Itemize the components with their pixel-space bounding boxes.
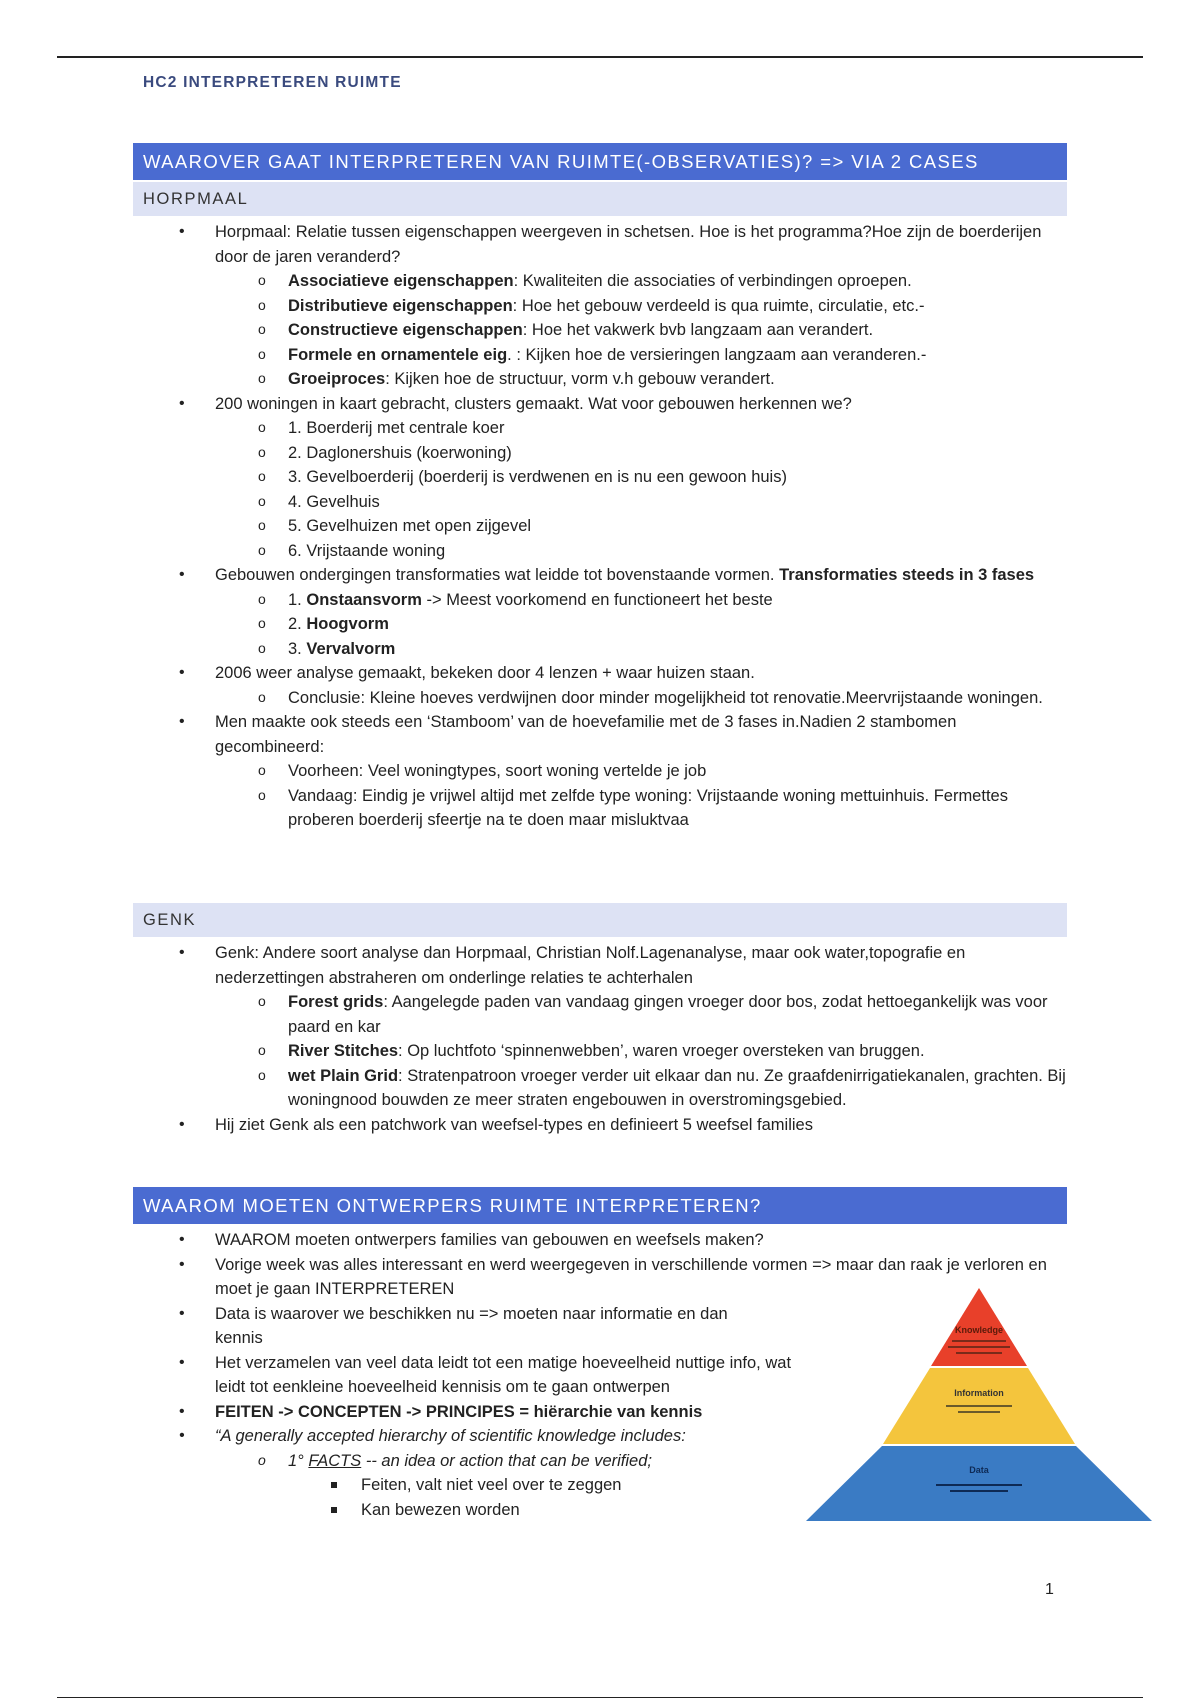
list-item: o Formele en ornamentele eig. : Kijken hoe de versieringen langzaam aan veranderen.- bbox=[215, 343, 1067, 368]
data-layer bbox=[806, 1446, 1152, 1521]
list-item: • “A generally accepted hierarchy of scientific knowledge includes: o 1° FACTS -- an idea or action that can be verified; Feiten, valt niet veel over te zeggen Kan bewezen worden bbox=[133, 1424, 1067, 1522]
data-caption-line bbox=[950, 1490, 1008, 1492]
list-item: • Data is waarover we beschikken nu => moeten naar informatie en dan kennis bbox=[133, 1302, 763, 1351]
information-caption-line bbox=[958, 1411, 1000, 1413]
list-item: • Men maakte ook steeds een ‘Stamboom’ van de hoevefamilie met de 3 fases in.Nadien 2 stambomen gecombineerd: o Voorheen: Veel woningtypes, soort woning vertelde je job o Vandaag: Eindig je vrijwel altijd met zelfde type woning: Vrijstaande woning mettuinhuis. Fermettes proberen boerderij sfeertje na te doen maar misluktvaa bbox=[133, 710, 1067, 833]
fases-list bbox=[215, 588, 1067, 662]
list-item: o 3. Vervalvorm bbox=[215, 637, 1067, 662]
subsection-heading-horpmaal: HORPMAAL bbox=[133, 182, 1067, 216]
list-item: o 3. Gevelboerderij (boerderij is verdwenen en is nu een gewoon huis) bbox=[215, 465, 1067, 490]
list-item: • 200 woningen in kaart gebracht, clusters gemaakt. Wat voor gebouwen herkennen we? o 1. Boerderij met centrale koer o 2. Daglonershuis (koerwoning) o 3. Gevelboerderij (boerderij is verdwenen en is nu een gewoon huis) o 4. Gevelhuis o 5. Gevelhuizen met open zijgevel o 6. Vrijstaande woning bbox=[133, 392, 1067, 564]
horpmaal-bullets bbox=[133, 220, 1067, 833]
list-item: • Hij ziet Genk als een patchwork van weefsel-types en definieert 5 weefsel families bbox=[133, 1113, 1067, 1138]
list-item: Feiten, valt niet veel over te zeggen bbox=[288, 1473, 1067, 1498]
list-item: o Distributieve eigenschappen: Hoe het gebouw verdeeld is qua ruimte, circulatie, etc.- bbox=[215, 294, 1067, 319]
list-item: • Het verzamelen van veel data leidt tot een matige hoeveelheid nuttige info, wat leidt tot eenkleine hoeveelheid kennisis om te gaan ontwerpen bbox=[133, 1351, 793, 1400]
document-title: HC2 INTERPRETEREN RUIMTE bbox=[143, 74, 402, 91]
eigenschappen-list bbox=[215, 269, 1067, 392]
list-item: o 1° FACTS -- an idea or action that can be verified; Feiten, valt niet veel over te zeggen Kan bewezen worden bbox=[215, 1449, 1067, 1523]
list-item: Kan bewezen worden bbox=[288, 1498, 1067, 1523]
header-rule bbox=[57, 56, 1143, 58]
list-item: o 5. Gevelhuizen met open zijgevel bbox=[215, 514, 1067, 539]
list-item: • Horpmaal: Relatie tussen eigenschappen weergeven in schetsen. Hoe is het programma?Hoe zijn de boerderijen door de jaren veranderd? o Associatieve eigenschappen: Kwaliteiten die associaties of verbindingen oproepen. o Distributieve eigenschappen: Hoe het gebouw verdeeld is qua ruimte, circulatie, etc.- o Constructieve eigenschappen: Hoe het vakwerk bvb langzaam aan verandert. o Formele en ornamentele eig. : Kijken hoe de versieringen langzaam aan veranderen.- o Groeiproces: Kijken hoe de structuur, vorm v.h gebouw verandert. bbox=[133, 220, 1067, 392]
footer-rule bbox=[57, 1697, 1143, 1698]
information-label: Information bbox=[954, 1388, 1004, 1398]
data-caption-line bbox=[936, 1484, 1022, 1486]
genk-grids-list bbox=[215, 990, 1067, 1113]
list-item: • 2006 weer analyse gemaakt, bekeken door 4 lenzen + waar huizen staan. o Conclusie: Kleine hoeves verdwijnen door minder mogelijkheid tot renovatie.Meervrijstaande woningen. bbox=[133, 661, 1067, 710]
woningtypes-list bbox=[215, 416, 1067, 563]
knowledge-label: Knowledge bbox=[954, 1325, 1004, 1335]
list-item: o 2. Daglonershuis (koerwoning) bbox=[215, 441, 1067, 466]
genk-content bbox=[133, 941, 1067, 1137]
list-item: o Vandaag: Eindig je vrijwel altijd met zelfde type woning: Vrijstaande woning mettuinhuis. Fermettes proberen boerderij sfeertje na te doen maar misluktvaa bbox=[215, 784, 1067, 833]
list-item: o Forest grids: Aangelegde paden van vandaag gingen vroeger door bos, zodat hettoegankelijk was voor paard en kar bbox=[215, 990, 1067, 1039]
list-item: o Conclusie: Kleine hoeves verdwijnen door minder mogelijkheid tot renovatie.Meervrijstaande woningen. bbox=[215, 686, 1067, 711]
page-number: 1 bbox=[1045, 1581, 1054, 1598]
knowledge-caption-line bbox=[948, 1346, 1010, 1348]
list-item: • FEITEN -> CONCEPTEN -> PRINCIPES = hiërarchie van kennis bbox=[133, 1400, 1067, 1425]
horpmaal-content bbox=[133, 220, 1067, 833]
list-item: o Voorheen: Veel woningtypes, soort woning vertelde je job bbox=[215, 759, 1067, 784]
list-item: o 6. Vrijstaande woning bbox=[215, 539, 1067, 564]
list-item: • Gebouwen ondergingen transformaties wat leidde tot bovenstaande vormen. Transformaties steeds in 3 fases o 1. Onstaansvorm -> Meest voorkomend en functioneert het beste o 2. Hoogvorm o 3. Vervalvorm bbox=[133, 563, 1067, 661]
list-item: o Associatieve eigenschappen: Kwaliteiten die associaties of verbindingen oproepen. bbox=[215, 269, 1067, 294]
list-item: • Vorige week was alles interessant en werd weergegeven in verschillende vormen => maar dan raak je verloren en moet je gaan INTERPRETEREN bbox=[133, 1253, 1067, 1302]
list-item: o Constructieve eigenschappen: Hoe het vakwerk bvb langzaam aan verandert. bbox=[215, 318, 1067, 343]
section-heading-waarover: WAAROVER GAAT INTERPRETEREN VAN RUIMTE(-OBSERVATIES)? => VIA 2 CASES bbox=[133, 143, 1067, 180]
list-item: • Genk: Andere soort analyse dan Horpmaal, Christian Nolf.Lagenanalyse, maar ook water,topografie en nederzettingen abstraheren om onderlinge relaties te achterhalen o Forest grids: Aangelegde paden van vandaag gingen vroeger door bos, zodat hettoegankelijk was voor paard en kar o River Stitches: Op luchtfoto ‘spinnenwebben’, waren vroeger oversteken van bruggen. o wet Plain Grid: Stratenpatroon vroeger verder uit elkaar dan nu. Ze graafdenirrigatiekanalen, grachten. Bij woningnood bouwden ze meer straten engebouwen in overstromingsgebied. bbox=[133, 941, 1067, 1113]
list-item: o 1. Boerderij met centrale koer bbox=[215, 416, 1067, 441]
data-label: Data bbox=[969, 1465, 989, 1475]
section-heading-waarom: WAAROM MOETEN ONTWERPERS RUIMTE INTERPRETEREN? bbox=[133, 1187, 1067, 1224]
information-caption-line bbox=[946, 1405, 1012, 1407]
list-item: o 2. Hoogvorm bbox=[215, 612, 1067, 637]
list-item: o Groeiproces: Kijken hoe de structuur, vorm v.h gebouw verandert. bbox=[215, 367, 1067, 392]
knowledge-caption-line bbox=[952, 1340, 1006, 1342]
knowledge-caption-line bbox=[956, 1352, 1002, 1354]
subsection-heading-genk: GENK bbox=[133, 903, 1067, 937]
list-item: o wet Plain Grid: Stratenpatroon vroeger verder uit elkaar dan nu. Ze graafdenirrigatiekanalen, grachten. Bij woningnood bouwden ze meer straten engebouwen in overstromingsgebied. bbox=[215, 1064, 1067, 1113]
list-item: • WAAROM moeten ontwerpers families van gebouwen en weefsels maken? bbox=[133, 1228, 1067, 1253]
list-item: o 1. Onstaansvorm -> Meest voorkomend en functioneert het beste bbox=[215, 588, 1067, 613]
knowledge-pyramid bbox=[806, 1288, 1152, 1523]
list-item: o 4. Gevelhuis bbox=[215, 490, 1067, 515]
list-item: o River Stitches: Op luchtfoto ‘spinnenwebben’, waren vroeger oversteken van bruggen. bbox=[215, 1039, 1067, 1064]
